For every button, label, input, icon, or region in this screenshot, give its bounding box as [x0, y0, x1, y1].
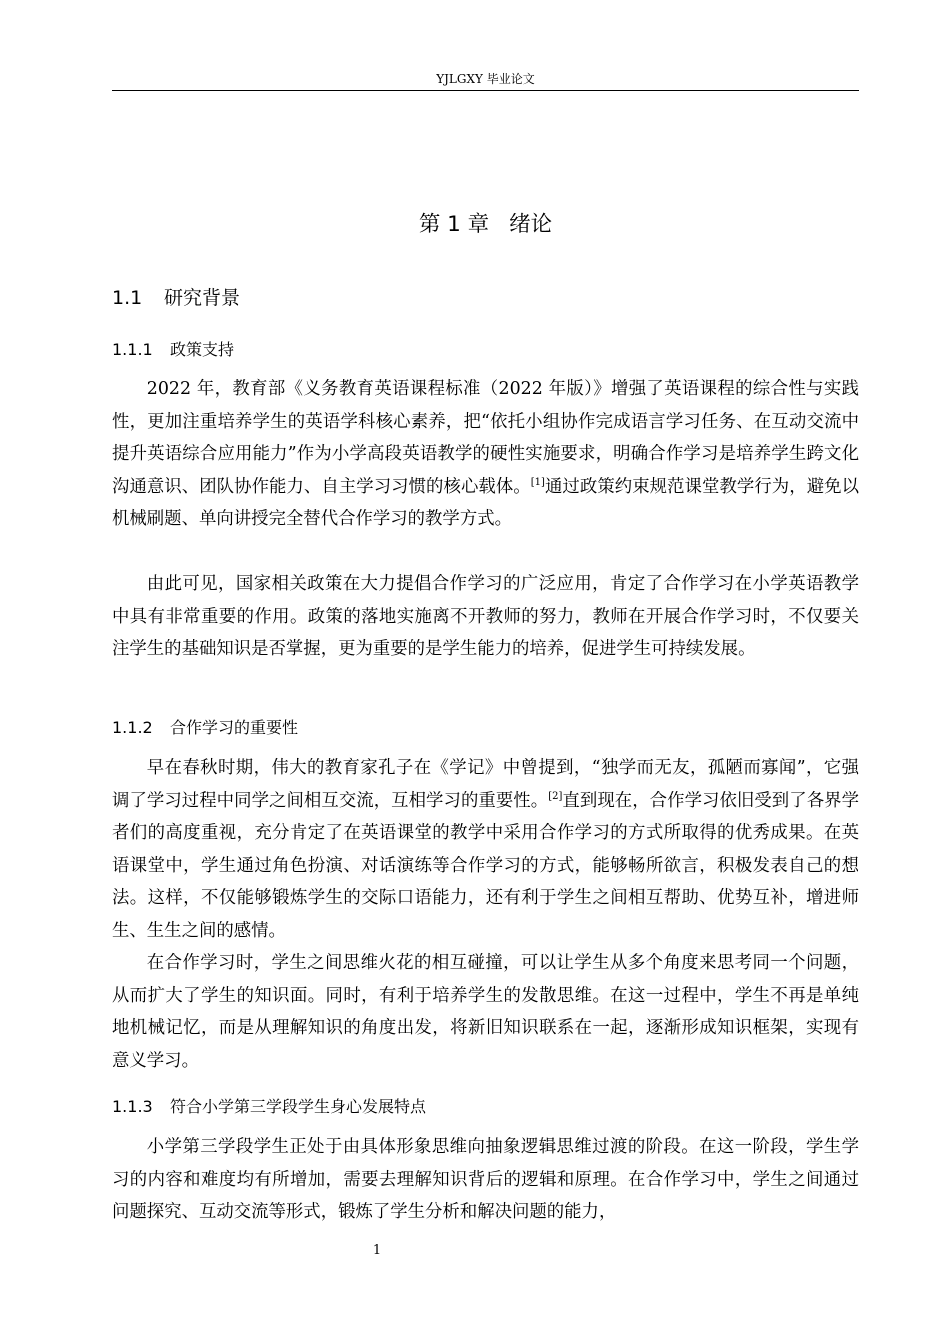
subsection-heading — [112, 338, 859, 362]
chapter-heading — [112, 210, 859, 240]
citation-ref: [1] — [530, 476, 545, 488]
subsection-number: 1.1.3 — [112, 1097, 153, 1116]
subsection-heading — [112, 716, 859, 740]
paragraph-text: 小学第三学段学生正处于由具体形象思维向抽象逻辑思维过渡的阶段。在这一阶段，学生学习的内容和难度均有所增加，需要去理解知识背后的逻辑和原理。在合作学习中，学生之间通过问题探究、互动交流等形式，锻炼了学生分析和解决问题的能力， — [112, 1137, 859, 1222]
subsection-title: 合作学习的重要性 — [170, 718, 299, 737]
paragraph-text: 早在春秋时期，伟大的教育家孔子在《学记》中曾提到，“独学而无友，孤陋而寡闻”，它强调了学习过程中同学之间相互交流，互相学习的重要性。 — [112, 758, 859, 811]
subsection-title: 符合小学第三学段学生身心发展特点 — [170, 1097, 427, 1116]
page-number: 1 — [372, 1243, 382, 1258]
paragraph-text: 在合作学习时，学生之间思维火花的相互碰撞，可以让学生从多个角度来思考同一个问题，从而扩大了学生的知识面。同时，有利于培养学生的发散思维。在这一过程中，学生不再是单纯地机械记忆，而是从理解知识的角度出发，将新旧知识联系在一起，逐渐形成知识框架，实现有意义学习。 — [112, 953, 859, 1071]
chapter-number: 第 1 章 — [418, 212, 490, 237]
paragraph — [112, 752, 859, 947]
subsection-title: 政策支持 — [170, 340, 235, 359]
header-title: YJLGXY 毕业论文 — [436, 72, 535, 86]
section-title: 研究背景 — [164, 287, 241, 309]
paragraph — [112, 568, 859, 666]
paragraph-text: 通过政策约束规范课堂教学行为，避免以机械刷题、单向讲授完全替代合作学习的教学方式。 — [112, 476, 859, 529]
paragraph-text: 直到现在，合作学习依旧受到了各界学者们的高度重视，充分肯定了在英语课堂的教学中采用合作学习的方式所取得的优秀成果。在英语课堂中，学生通过角色扮演、对话演练等合作学习的方式，能够畅所欲言，积极发表自己的想法。这样，不仅能够锻炼学生的交际口语能力，还有利于学生之间相互帮助、优势互补，增进师生、生生之间的感情。 — [112, 790, 859, 941]
section-heading — [112, 284, 859, 312]
page-header — [112, 70, 859, 89]
subsection-number: 1.1.2 — [112, 718, 153, 737]
paragraph — [112, 947, 859, 1077]
paragraph — [112, 1131, 859, 1229]
paragraph-text: 由此可见，国家相关政策在大力提倡合作学习的广泛应用，肯定了合作学习在小学英语教学中具有非常重要的作用。政策的落地实施离不开教师的努力，教师在开展合作学习时，不仅要关注学生的基础知识是否掌握，更为重要的是学生能力的培养，促进学生可持续发展。 — [112, 574, 859, 659]
paragraph — [112, 373, 859, 536]
header-rule — [112, 90, 859, 91]
paragraph-text: 2022 年，教育部《义务教育英语课程标准（2022 年版）》增强了英语课程的综合性与实践性，更加注重培养学生的英语学科核心素养，把“依托小组协作完成语言学习任务、在互动交流中提升英语综合应用能力”作为小学高段英语教学的硬性实施要求，明确合作学习是培养学生跨文化沟通意识、团队协作能力、自主学习习惯的核心载体。 — [112, 379, 859, 497]
subsection-number: 1.1.1 — [112, 340, 153, 359]
chapter-title: 绪论 — [509, 212, 553, 237]
section-number: 1.1 — [112, 287, 143, 309]
subsection-heading — [112, 1095, 859, 1119]
citation-ref: [2] — [548, 790, 563, 802]
